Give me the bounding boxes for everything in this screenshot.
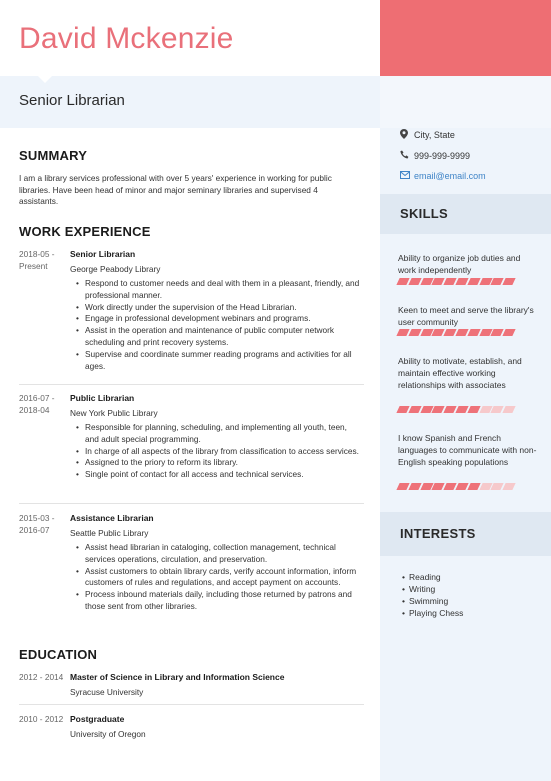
skill-bar-segment xyxy=(467,406,480,413)
interest-item: • Writing xyxy=(402,583,463,595)
entry-bullet: • Assigned to the priory to reform its library. xyxy=(76,457,361,469)
entry-bullet: • Responsible for planning, scheduling, and implementing all youth, teen, and adult special programming. xyxy=(76,422,361,446)
skill-bar-segment xyxy=(408,406,421,413)
skill-level-bar xyxy=(398,278,514,285)
sidebar xyxy=(380,0,551,781)
entry-bullet: • Supervise and coordinate summer reading programs and activities for all ages. xyxy=(76,349,361,373)
entry-bullet: • Assist customers to obtain library cards, verify account information, inform customers of rules and regulations, and accept payment on accounts. xyxy=(76,566,361,590)
candidate-name: David Mckenzie xyxy=(19,22,234,55)
skill-item: Keen to meet and serve the library's user community xyxy=(398,305,534,327)
entry-date-start: 2018-05 - xyxy=(19,249,55,259)
entry-date-end: 2018-04 xyxy=(19,405,50,415)
envelope-icon xyxy=(400,171,414,181)
header-notch xyxy=(38,76,52,83)
job-title: Senior Librarian xyxy=(19,92,125,109)
skill-bar-segment xyxy=(503,483,516,490)
skills-heading: SKILLS xyxy=(400,206,449,221)
skill-bar-segment xyxy=(503,329,516,336)
contact-email[interactable] xyxy=(400,171,486,181)
skill-item: Ability to organize job duties and work independently xyxy=(398,253,521,275)
entry-organization: George Peabody Library xyxy=(70,264,161,274)
contact-location xyxy=(400,129,455,141)
education-dates: 2010 - 2012 xyxy=(19,714,64,724)
entry-role: Senior Librarian xyxy=(70,249,136,259)
entry-bullet: • Respond to customer needs and deal with them in a pleasant, friendly, and professional manner. xyxy=(76,278,361,302)
location-text: City, State xyxy=(414,130,455,140)
skill-bar-segment xyxy=(408,278,421,285)
interests-list xyxy=(402,571,463,619)
interests-heading: INTERESTS xyxy=(400,526,476,541)
entry-role: Public Librarian xyxy=(70,393,135,403)
entry-divider xyxy=(19,503,364,504)
entry-bullet: • Engage in professional development webinars and programs. xyxy=(76,313,361,325)
education-divider xyxy=(19,704,364,705)
education-degree: Postgraduate xyxy=(70,714,125,724)
interest-item: • Reading xyxy=(402,571,463,583)
entry-bullets xyxy=(76,278,361,372)
education-school: University of Oregon xyxy=(70,729,146,739)
phone-icon xyxy=(400,150,414,161)
entry-date-end: 2016-07 xyxy=(19,525,50,535)
skill-item: Ability to motivate, establish, and maintain effective working relationships with associates xyxy=(398,356,522,390)
skill-level-bar xyxy=(398,483,514,490)
skill-item: I know Spanish and French languages to communicate with non-English speaking populations xyxy=(398,433,537,467)
entry-bullets xyxy=(76,422,361,481)
entry-organization: Seattle Public Library xyxy=(70,528,149,538)
interests-heading-band xyxy=(380,512,551,556)
entry-organization: New York Public Library xyxy=(70,408,158,418)
skill-bar-segment xyxy=(503,278,516,285)
education-dates: 2012 - 2014 xyxy=(19,672,64,682)
map-pin-icon xyxy=(400,129,414,141)
entry-bullets xyxy=(76,542,361,613)
summary-heading: SUMMARY xyxy=(19,148,88,163)
interest-item: • Playing Chess xyxy=(402,607,463,619)
entry-date-start: 2015-03 - xyxy=(19,513,55,523)
skill-bar-segment xyxy=(503,406,516,413)
skill-level-bar xyxy=(398,406,514,413)
education-degree: Master of Science in Library and Information Science xyxy=(70,672,285,682)
education-heading: EDUCATION xyxy=(19,647,98,662)
skill-bar-segment xyxy=(408,329,421,336)
summary-text: I am a library services professional with over 5 years' experience in working for public libraries. Have been head of minor and major seminary libraries and supervised 4 assistants. xyxy=(19,173,332,206)
skills-heading-band xyxy=(380,194,551,234)
entry-bullet: • Assist head librarian in cataloging, collection management, technical services operations, circulation, and preservation. xyxy=(76,542,361,566)
skill-bar-segment xyxy=(467,278,480,285)
skill-level-bar xyxy=(398,329,514,336)
entry-bullet: • Work directly under the supervision of the Head Librarian. xyxy=(76,302,361,314)
skill-bar-segment xyxy=(467,483,480,490)
entry-divider xyxy=(19,384,364,385)
education-school: Syracuse University xyxy=(70,687,144,697)
interest-item: • Swimming xyxy=(402,595,463,607)
skill-bar-segment xyxy=(467,329,480,336)
phone-text: 999-999-9999 xyxy=(414,150,471,161)
entry-bullet: • In charge of all aspects of the library from classification to access services. xyxy=(76,446,361,458)
email-link[interactable]: email@email.com xyxy=(414,171,486,181)
skill-bar-segment xyxy=(408,483,421,490)
entry-role: Assistance Librarian xyxy=(70,513,154,523)
sidebar-title-band xyxy=(380,76,551,128)
entry-bullet: • Assist in the operation and maintenance of public computer network scheduling and print recovery systems. xyxy=(76,325,361,349)
contact-phone xyxy=(400,150,470,161)
entry-bullet: • Single point of contact for all access and technical services. xyxy=(76,469,361,481)
entry-date-start: 2016-07 - xyxy=(19,393,55,403)
entry-bullet: • Process inbound materials daily, including those returned by patrons and those sent from other libraries. xyxy=(76,589,361,613)
work-heading: WORK EXPERIENCE xyxy=(19,224,151,239)
entry-date-end: Present xyxy=(19,261,48,271)
sidebar-accent-block xyxy=(380,0,551,76)
